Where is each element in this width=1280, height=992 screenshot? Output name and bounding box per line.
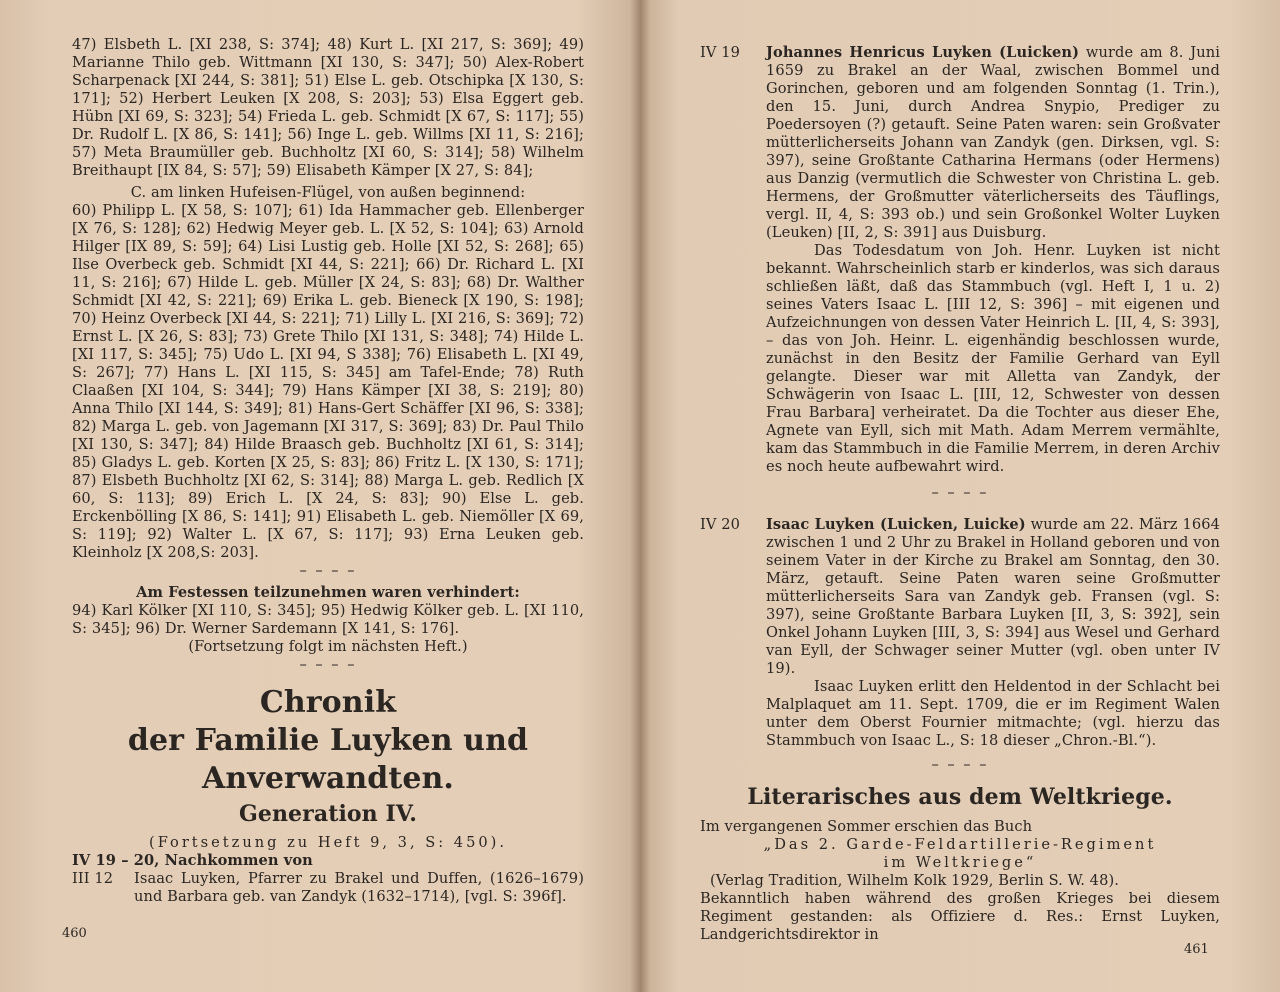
- entry-iv-20-body: wurde am 22. März 1664 zwischen 1 und 2 Uhr zu Brakel in Holland geboren und von seinem Vater in der Kirche zu Brakel am Sonntag, den 30. März, getauft. Seine Paten waren seine Großmutter mütterlicherseits Sara van Zandyk geb. Fransen (vgl. S: 397), seine Großtante Barbara Luyken [II, 3, S: 392], sein Onkel Johann Luyken [III, 3, S: 394] aus Wesel und Gerhard van Eyll, der Schwager seiner Mutter (vgl. oben unter IV 19).: [766, 516, 1220, 677]
- page-number-right: 461: [1184, 942, 1209, 957]
- chronicle-title-line-1: Chronik: [259, 685, 397, 720]
- entry-iv-19-para2-text: Das Todesdatum von Joh. Henr. Luyken ist nicht bekannt. Wahrscheinlich starb er kinderlos, was sich daraus schließen läßt, daß das Stammbuch (vgl. Heft I, 1 u. 2) seines Vaters Isaac L. [III 12, S: 396] – mit eigenen und Aufzeichnungen von dessen Vater Heinrich L. [II, 4, S: 393], – das von Joh. Heinr. L. eigenhändig beschlossen wurde, zunächst in den Besitz der Familie Gerhard van Eyll gelangte. Dieser war mit Alletta van Zandyk, der Schwägerin von Isaac L. [III, 12, Schwester von dessen Frau Barbara] verheiratet. Da die Tochter aus dieser Ehe, Agnete van Eyll, sich mit Math. Adam Merrem vermählte, kam das Stammbuch in die Familie Merrem, in deren Archiv es noch heute aufbewahrt wird.: [766, 242, 1220, 475]
- entry-iv-19-name: Johannes Henricus Luyken (Luicken): [766, 44, 1080, 61]
- prevented-list: 94) Karl Kölker [XI 110, S: 345]; 95) Hedwig Kölker geb. L. [XI 110, S: 345]; 96) Dr. Werner Sardemann [X 141, S: 176].: [72, 602, 584, 637]
- separator-right-2: – – – –: [931, 756, 989, 773]
- literature-book-line-2: im Weltkriege“: [883, 854, 1037, 871]
- left-column: [72, 36, 584, 906]
- entry-iv-20-text: [766, 516, 1220, 678]
- entry-iv-20: [700, 516, 1220, 678]
- descendants-heading: IV 19 – 20, Nachkommen von: [72, 852, 313, 869]
- entry-iv-19: [700, 44, 1220, 242]
- literature-text: Bekanntlich haben während des großen Krieges bei diesem Regiment gestanden: als Offiziere d. Res.: Ernst Luyken, Landgerichtsdirektor in: [700, 890, 1220, 943]
- chronicle-generation: Generation IV.: [238, 801, 418, 827]
- parent-reference: [72, 870, 584, 906]
- literature-publisher: (Verlag Tradition, Wilhelm Kolk 1929, Berlin S. W. 48).: [710, 872, 1119, 889]
- entry-iv-20-name: Isaac Luyken (Luicken, Luicke): [766, 516, 1026, 533]
- chronicle-title: [72, 684, 584, 798]
- literature-book-line-1: „Das 2. Garde-Feldartillerie-Regiment: [763, 836, 1157, 853]
- entry-iv-20-para2: [700, 678, 1220, 750]
- separator-2: – – – –: [299, 656, 357, 673]
- separator: – – – –: [299, 562, 357, 579]
- parent-reference-text: Isaac Luyken, Pfarrer zu Brakel und Duffen, (1626–1679) und Barbara geb. van Zandyk (1632–1714), [vgl. S: 396f].: [134, 870, 584, 905]
- book-gutter: [630, 0, 650, 992]
- continuation-note: (Fortsetzung folgt im nächsten Heft.): [188, 638, 468, 655]
- entry-iv-19-id: IV 19: [700, 44, 741, 61]
- right-page: [640, 0, 1280, 992]
- chronicle-continuation: (Fortsetzung zu Heft 9, 3, S: 450).: [149, 834, 507, 851]
- entry-iv-20-id: IV 20: [700, 516, 741, 533]
- entry-iv-19-body: wurde am 8. Juni 1659 zu Brakel an der Waal, zwischen Bommel und Gorinchen, geboren und am folgenden Sonntag (1. Trin.), den 15. Juni, durch Andrea Snypio, Prediger zu Poedersoyen (?) getauft. Seine Paten waren: sein Großvater mütterlicherseits Johann van Zandyk (gen. Dirksen, vgl. S: 397), seine Großtante Catharina Hermans (oder Hermens) aus Danzig (vermutlich die Schwester von Christina L. geb. Hermens, der Großmutter väterlicherseits des Täuflings, vergl. II, 4, S: 393 ob.) und sein Großonkel Wolter Luyken (Leuken) [II, 2, S: 391] aus Duisburg.: [766, 44, 1220, 241]
- parent-reference-id: III 12: [72, 870, 114, 887]
- page-number-left: 460: [62, 926, 87, 941]
- chronicle-title-line-2: der Familie Luyken und Anverwandten.: [127, 723, 529, 796]
- prevented-heading: Am Festessen teilzunehmen waren verhindert:: [136, 584, 520, 601]
- section-c-list: 60) Philipp L. [X 58, S: 107]; 61) Ida Hammacher geb. Ellenberger [X 76, S: 128]; 62) Hedwig Meyer geb. L. [X 52, S: 104]; 63) Arnold Hilger [IX 89, S: 59]; 64) Lisi Lustig geb. Holle [XI 52, S: 268]; 65) Ilse Overbeck geb. Schmidt [XI 44, S: 221]; 66) Dr. Richard L. [XI 11, S: 216]; 67) Hilde L. geb. Müller [X 24, S: 83]; 68) Dr. Walther Schmidt [XI 42, S: 221]; 69) Erika L. geb. Bieneck [X 190, S: 198]; 70) Heinz Overbeck [XI 44, S: 221]; 71) Lilly L. [XI 216, S: 369]; 72) Ernst L. [X 26, S: 83]; 73) Grete Thilo [XI 131, S: 348]; 74) Hilde L. [XI 117, S: 345]; 75) Udo L. [XI 94, S 338]; 76) Elisabeth L. [XI 49, S: 267]; 77) Hans L. [XI 115, S: 345] am Tafel-Ende; 78) Ruth Claaßen [XI 104, S: 344]; 79) Hans Kämper [XI 38, S: 219]; 80) Anna Thilo [XI 144, S: 349]; 81) Hans-Gert Schäffer [XI 96, S: 338]; 82) Marga L. geb. von Jagemann [XI 317, S: 369]; 83) Dr. Paul Thilo [XI 130, S: 347]; 84) Hilde Braasch geb. Buchholtz [XI 61, S: 314]; 85) Gladys L. geb. Korten [X 25, S: 83]; 86) Fritz L. [X 130, S: 171]; 87) Elsbeth Buchholtz [XI 62, S: 314]; 88) Marga L. geb. Redlich [X 60, S: 113]; 89) Erich L. [X 24, S: 83]; 90) Else L. geb. Erckenbölling [X 86, S: 141]; 91) Elisabeth L. geb. Niemöller [X 69, S: 119]; 92) Walter L. [X 67, S: 117]; 93) Erna Leuken geb. Kleinholz [X 208,S: 203].: [72, 202, 584, 561]
- entry-iv-19-para2: [700, 242, 1220, 476]
- literature-intro: Im vergangenen Sommer erschien das Buch: [700, 818, 1033, 835]
- entry-iv-20-para2-text: Isaac Luyken erlitt den Heldentod in der Schlacht bei Malplaquet am 11. Sept. 1709, die er im Regiment Walen unter dem Oberst Fournier mitmachte; (vgl. hierzu das Stammbuch von Isaac L., S: 18 dieser „Chron.-Bl.“).: [766, 678, 1220, 749]
- literature-heading: Literarisches aus dem Weltkriege.: [747, 784, 1173, 810]
- right-column: [700, 44, 1220, 944]
- separator-right-1: – – – –: [931, 484, 989, 501]
- guest-list-continuation: 47) Elsbeth L. [XI 238, S: 374]; 48) Kurt L. [XI 217, S: 369]; 49) Marianne Thilo geb. Wittmann [XI 130, S: 347]; 50) Alex-Robert Scharpenack [XI 244, S: 381]; 51) Else L. geb. Otschipka [X 130, S: 171]; 52) Herbert Leuken [X 208, S: 203]; 53) Elsa Eggert geb. Hübn [XI 69, S: 323]; 54) Frieda L. geb. Schmidt [X 67, S: 117]; 55) Dr. Rudolf L. [X 86, S: 141]; 56) Inge L. geb. Willms [XI 11, S: 216]; 57) Meta Braumüller geb. Buchholtz [XI 60, S: 314]; 58) Wilhelm Breithaupt [IX 84, S: 57]; 59) Elisabeth Kämper [X 27, S: 84];: [72, 36, 584, 179]
- section-c-heading: C. am linken Hufeisen-Flügel, von außen beginnend:: [130, 184, 526, 201]
- entry-iv-19-text: [766, 44, 1220, 242]
